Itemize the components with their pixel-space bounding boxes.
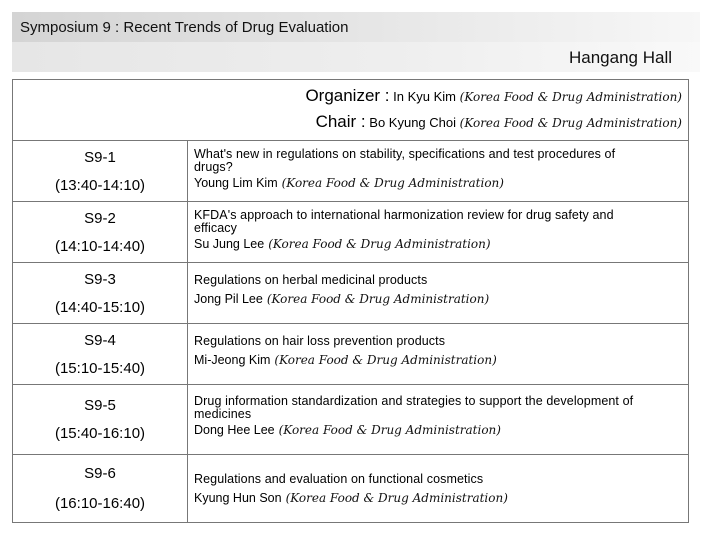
session-time: (13:40-14:10) [54, 177, 146, 194]
session-topic: KFDA's approach to international harmonization review for drug safety and [194, 208, 614, 222]
session-detail-cell [194, 202, 682, 262]
speaker-affiliation: (Korea Food & Drug Administration) [278, 423, 501, 437]
chair-affiliation: (Korea Food & Drug Administration) [459, 116, 682, 130]
session-detail-cell [194, 263, 682, 323]
chair-name: Bo Kyung Choi [369, 115, 457, 130]
session-detail-cell [194, 141, 682, 201]
session-detail-cell [194, 324, 682, 384]
session-row [13, 141, 688, 202]
speaker-name: Young Lim Kim [194, 176, 278, 190]
speaker-line [194, 175, 682, 191]
page-title: Symposium 9 : Recent Trends of Drug Evaluation [20, 19, 349, 36]
session-row [13, 324, 688, 385]
session-detail-cell [194, 385, 682, 454]
organizer-label: Organizer : [305, 86, 390, 105]
speaker-affiliation: (Korea Food & Drug Administration) [281, 176, 504, 190]
session-id-cell [13, 202, 188, 262]
organizer-name: In Kyu Kim [393, 89, 457, 104]
speaker-affiliation: (Korea Food & Drug Administration) [268, 237, 491, 251]
session-code: S9-3 [84, 271, 116, 288]
session-time: (16:10-16:40) [54, 495, 146, 512]
session-topic: Regulations on herbal medicinal products [194, 273, 428, 287]
session-topic-cont: efficacy [194, 221, 237, 235]
chair-line [316, 112, 682, 132]
speaker-line [194, 236, 682, 252]
organizer-affiliation: (Korea Food & Drug Administration) [459, 90, 682, 104]
session-code: S9-6 [84, 465, 116, 482]
session-id-cell [13, 385, 188, 454]
session-code: S9-1 [84, 149, 116, 166]
roles-header [13, 80, 688, 141]
title-bar [12, 12, 700, 42]
session-topic: What's new in regulations on stability, specifications and test procedures of [194, 147, 616, 161]
session-topic-cont: medicines [194, 407, 252, 421]
session-id-cell [13, 455, 188, 523]
session-row [13, 263, 688, 324]
speaker-name: Su Jung Lee [194, 237, 265, 251]
session-code: S9-5 [84, 397, 116, 414]
session-detail-cell [194, 455, 682, 523]
speaker-line [194, 352, 682, 368]
session-topic: Drug information standardization and strategies to support the development of [194, 394, 634, 408]
session-row [13, 385, 688, 455]
session-code: S9-4 [84, 332, 116, 349]
organizer-line [305, 86, 682, 106]
speaker-line [194, 422, 682, 438]
session-time: (15:10-15:40) [54, 360, 146, 377]
speaker-affiliation: (Korea Food & Drug Administration) [274, 353, 497, 367]
speaker-affiliation: (Korea Food & Drug Administration) [285, 491, 508, 505]
session-topic: Regulations on hair loss prevention products [194, 334, 446, 348]
session-time: (14:40-15:10) [54, 299, 146, 316]
speaker-name: Kyung Hun Son [194, 491, 282, 505]
speaker-line [194, 490, 682, 506]
schedule-table [12, 79, 689, 523]
speaker-line [194, 291, 682, 307]
session-row [13, 202, 688, 263]
speaker-name: Mi-Jeong Kim [194, 353, 271, 367]
venue-label: Hangang Hall [568, 48, 672, 67]
session-row [13, 455, 688, 523]
session-time: (15:40-16:10) [54, 425, 146, 442]
session-id-cell [13, 141, 188, 201]
chair-label: Chair : [315, 112, 366, 131]
session-code: S9-2 [84, 210, 116, 227]
session-topic-cont: drugs? [194, 160, 233, 174]
session-topic: Regulations and evaluation on functional cosmetics [194, 472, 484, 486]
speaker-name: Jong Pil Lee [194, 292, 263, 306]
speaker-affiliation: (Korea Food & Drug Administration) [266, 292, 490, 306]
session-id-cell [13, 324, 188, 384]
session-time: (14:10-14:40) [54, 238, 146, 255]
speaker-name: Dong Hee Lee [194, 423, 275, 437]
session-id-cell [13, 263, 188, 323]
venue-bar [12, 42, 700, 72]
